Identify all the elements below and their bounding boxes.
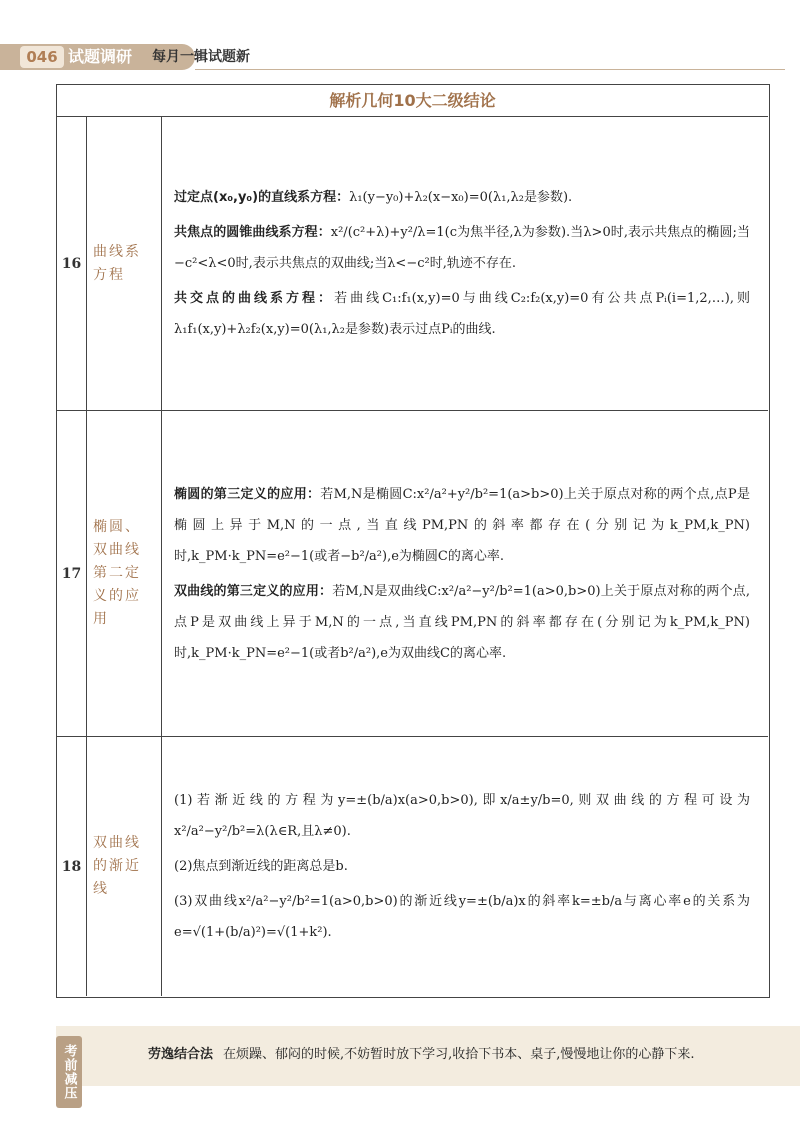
footer-title: 劳逸结合法 (148, 1047, 214, 1062)
paragraph-text: x²/(c²+λ)+y²/λ=1(c为焦半径,λ为参数).当λ>0时,表示共焦点的椭圆;当−c²<λ<0时,表示共焦点的双曲线;当λ<−c²时,轨迹不存在. (174, 225, 750, 271)
paragraph (174, 283, 750, 345)
header-subtitle: 每月一辑试题新 (152, 49, 250, 65)
paragraph-lead: 共焦点的圆锥曲线系方程： (174, 225, 331, 240)
row-content (162, 411, 768, 736)
paragraph-text: 若曲线C₁:f₁(x,y)=0与曲线C₂:f₂(x,y)=0有公共点Pᵢ(i=1,2,…),则λ₁f₁(x,y)+λ₂f₂(x,y)=0(λ₁,λ₂是参数)表示过点Pᵢ的曲线. (174, 291, 750, 337)
section-title: 试题调研 (68, 47, 133, 66)
row-name-cell (87, 737, 162, 996)
paragraph-lead: 双曲线的第三定义的应用： (174, 583, 333, 599)
table-row (57, 411, 768, 737)
paragraph (174, 785, 750, 847)
paragraph-text: (1)若渐近线的方程为y=±(b/a)x(a>0,b>0),即x/a±y/b=0,则双曲线的方程可设为x²/a²−y²/b²=λ(λ∈R,且λ≠0). (174, 793, 750, 839)
paragraph (174, 182, 750, 213)
row-name-cell (87, 117, 162, 410)
footer-side-text: 考前减压 (61, 1044, 77, 1100)
footer-tip (120, 1046, 720, 1064)
conclusions-table (56, 84, 770, 998)
row-number-text: 17 (61, 565, 82, 582)
paragraph (174, 217, 750, 279)
paragraph-text: λ₁(y−y₀)+λ₂(x−x₀)=0(λ₁,λ₂是参数). (349, 190, 573, 205)
footer-body: 在烦躁、郁闷的时候,不妨暂时放下学习,收拾下书本、桌子,慢慢地让你的心静下来. (223, 1047, 695, 1062)
paragraph (174, 479, 750, 572)
row-number-text: 16 (61, 255, 82, 272)
row-content (162, 737, 768, 996)
table-row (57, 737, 768, 996)
paragraph (174, 576, 750, 669)
paragraph (174, 886, 750, 948)
row-name: 双曲线的渐近线 (93, 835, 141, 897)
paragraph-text: 若M,N是椭圆C:x²/a²+y²/b²=1(a>b>0)上关于原点对称的两个点,点P是椭圆上异于M,N的一点,当直线PM,PN的斜率都存在(分别记为k_PM,k_PN)时,k_PM·k_PN=e²−1(或者−b²/a²),e为椭圆C的离心率. (174, 486, 750, 564)
row-name-cell (87, 411, 162, 736)
footer-side-label (56, 1036, 82, 1108)
paragraph-text: 若M,N是双曲线C:x²/a²−y²/b²=1(a>0,b>0)上关于原点对称的两个点,点P是双曲线上异于M,N的一点,当直线PM,PN的斜率都存在(分别记为k_PM,k_PN)时,k_PM·k_PN=e²−1(或者b²/a²),e为双曲线C的离心率. (174, 583, 750, 661)
row-name: 椭圆、双曲线第二定义的应用 (93, 519, 141, 627)
page-header (0, 0, 800, 80)
paragraph-lead: 共交点的曲线系方程： (174, 291, 335, 306)
row-name: 曲线系方程 (93, 243, 141, 283)
row-content (162, 117, 768, 410)
row-number-text: 18 (61, 858, 82, 875)
paragraph-lead: 椭圆的第三定义的应用： (174, 486, 321, 502)
row-number (57, 411, 87, 736)
table-row (57, 117, 768, 411)
paragraph-lead: 过定点(x₀,y₀)的直线系方程： (174, 190, 350, 205)
table-title: 解析几何10大二级结论 (57, 85, 768, 117)
paragraph-text: (2)焦点到渐近线的距离总是b. (174, 859, 348, 874)
row-number (57, 737, 87, 996)
paragraph (174, 851, 750, 882)
header-rule (195, 69, 785, 70)
page-number: 046 (20, 46, 64, 68)
row-number (57, 117, 87, 410)
paragraph-text: (3)双曲线x²/a²−y²/b²=1(a>0,b>0)的渐近线y=±(b/a)x的斜率k=±b/a与离心率e的关系为e=√(1+(b/a)²)=√(1+k²). (174, 894, 750, 940)
